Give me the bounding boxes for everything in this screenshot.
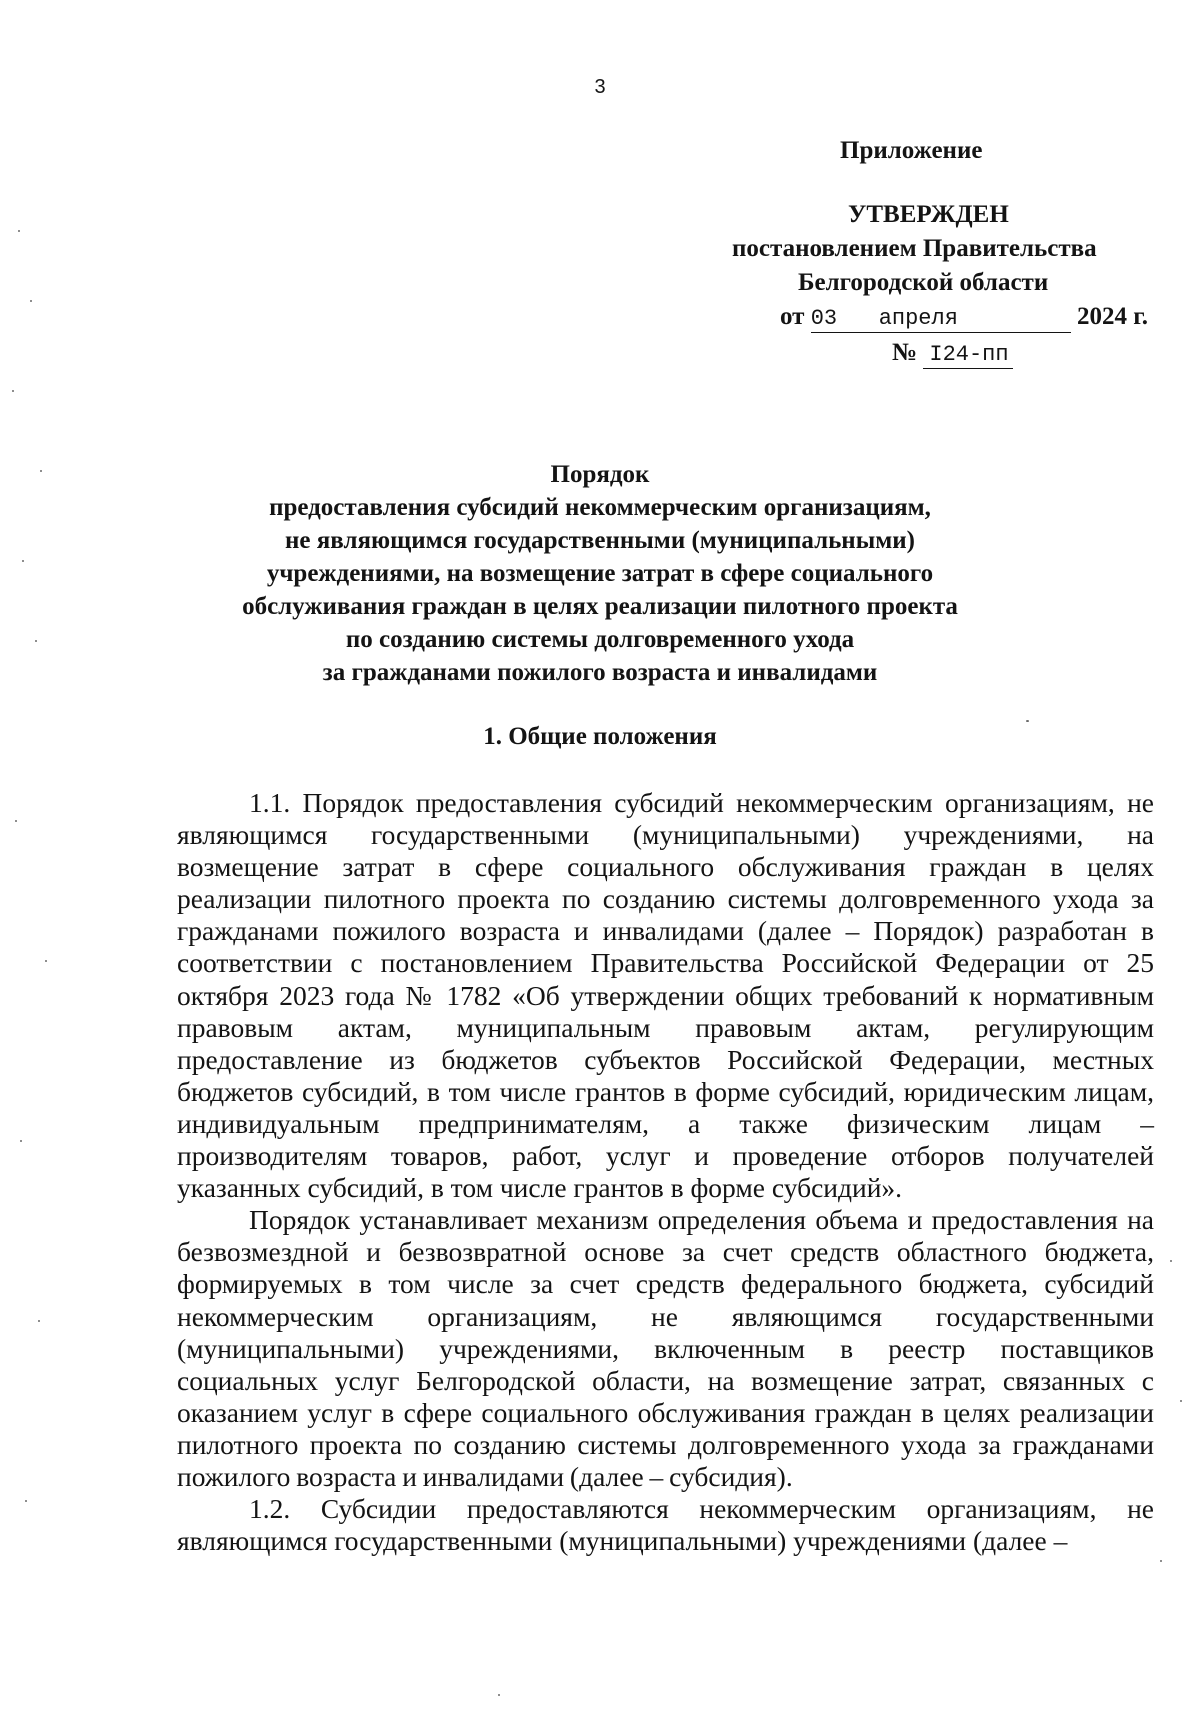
number-value: I24-пп — [923, 342, 1013, 369]
title-line: за гражданами пожилого возраста и инвалидами — [322, 659, 878, 686]
number-sign: № — [892, 339, 918, 366]
paragraph: 1.2. Субсидии предоставляются некоммерческим организациям, не являющимся государственными (муниципальными) учреждениями (далее – — [177, 1493, 1154, 1557]
title-line: по созданию системы долговременного ухода — [345, 626, 855, 653]
date-year: 2024 г. — [1076, 303, 1148, 330]
title-line: предоставления субсидий некоммерческим организациям, — [269, 494, 931, 521]
paragraph: 1.1. Порядок предоставления субсидий некоммерческим организациям, не являющимся государственными (муниципальными) учреждениями, на возмещение затрат в сфере социального обслуживания граждан в целях реализации пилотного проекта по созданию системы долговременного ухода за гражданами пожилого возраста и инвалидами (далее – Порядок) разработан в соответствии с постановлением Правительства Российской Федерации от 25 октября 2023 года № 1782 «Об утверждении общих требований к нормативным правовым актам, муниципальным правовым актам, регулирующим предоставление из бюджетов субъектов Российской Федерации, местных бюджетов субсидий, в том числе грантов в форме субсидий, юридическим лицам, индивидуальным предпринимателям, а также физическим лицам – производителям товаров, работ, услуг и проведение отборов получателей указанных субсидий, в том числе грантов в форме субсидий». — [177, 787, 1154, 1204]
date-prefix: от — [780, 303, 805, 330]
document-body — [177, 787, 1154, 1557]
date-day: 03 — [811, 306, 869, 333]
document-title — [150, 458, 1050, 689]
title-line: учреждениями, на возмещение затрат в сфере социального — [266, 560, 934, 587]
approval-date-line — [780, 300, 1148, 334]
region-label: Белгородской области — [798, 269, 1049, 296]
title-line: не являющимся государственными (муниципальными) — [285, 527, 915, 554]
title-line: Порядок — [550, 461, 650, 488]
date-month: апреля — [869, 306, 1071, 333]
appendix-label: Приложение — [840, 137, 983, 164]
approval-number-line — [892, 336, 1013, 370]
resolution-label: постановлением Правительства — [732, 235, 1097, 262]
section-heading: 1. Общие положения — [483, 723, 717, 750]
paragraph: Порядок устанавливает механизм определения объема и предоставления на безвозмездной и безвозвратной основе за счет средств областного бюджета, формируемых в том числе за счет средств федерального бюджета, субсидий некоммерческим организациям, не являющимся государственными (муниципальными) учреждениями, включенным в реестр поставщиков социальных услуг Белгородской области, на возмещение затрат, связанных с оказанием услуг в сфере социального обслуживания граждан в целях реализации пилотного проекта по созданию системы долговременного ухода за гражданами пожилого возраста и инвалидами (далее – субсидия). — [177, 1204, 1154, 1492]
title-line: обслуживания граждан в целях реализации пилотного проекта — [242, 593, 958, 620]
approved-label: УТВЕРЖДЕН — [848, 201, 1009, 228]
page-number: 3 — [594, 76, 606, 98]
